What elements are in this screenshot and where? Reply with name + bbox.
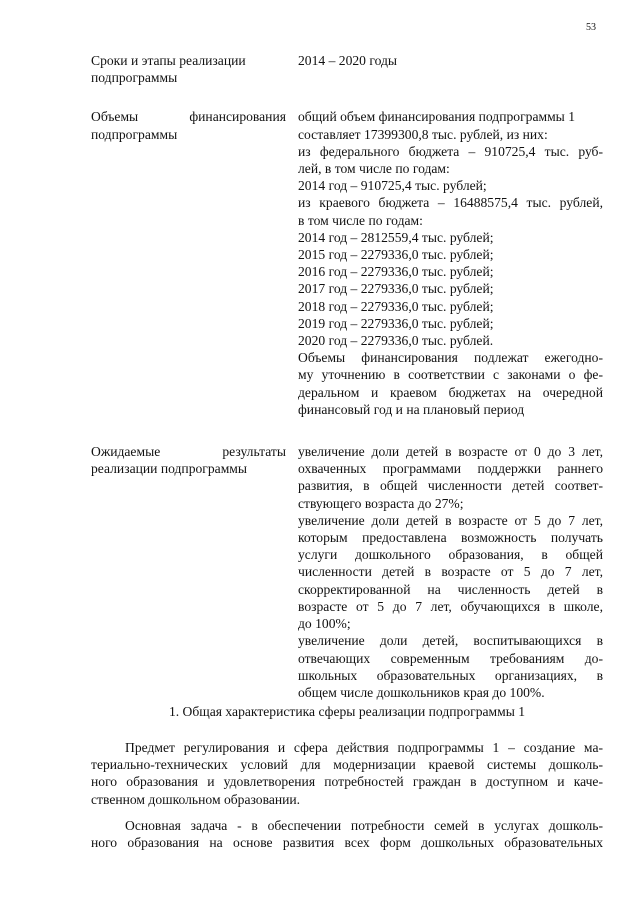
value-line: общий объем финансирования подпрограммы 1 [298,109,576,125]
page-number: 53 [586,22,596,33]
label-line: Объемы финансирования [91,109,286,125]
label-line: подпрограммы [91,126,178,142]
row-value-results [298,443,603,701]
value-line: увеличение доли детей, воспитывающихся в [298,633,603,649]
value-line: из федерального бюджета – 910725,4 тыс. руб- [298,143,603,159]
value-line: охваченных программами поддержки раннего [298,461,603,477]
paragraph-line: териально-технических условий для модернизации краевой системы дошколь- [91,757,603,773]
passport-row-funding [91,108,603,418]
row-value-timing [298,52,603,86]
body-text [91,739,603,851]
value-line: 2018 год – 2279336,0 тыс. рублей; [298,298,494,314]
value-line: в том числе по годам: [298,212,423,228]
value-line: из краевого бюджета – 16488575,4 тыс. рублей, [298,195,603,211]
paragraph-line: ственном дошкольном образовании. [91,791,301,807]
value-line: 2014 год – 2812559,4 тыс. рублей; [298,229,494,245]
row-label-results [91,443,286,701]
section-heading: 1. Общая характеристика сферы реализации подпрограммы 1 [168,704,526,719]
label-line: реализации подпрограммы [91,461,248,477]
value-line: 2015 год – 2279336,0 тыс. рублей; [298,247,494,263]
value-line: 2014 – 2020 годы [298,53,398,68]
value-line: 2017 год – 2279336,0 тыс. рублей; [298,281,494,297]
passport-row-results [91,443,603,701]
value-line: 2019 год – 2279336,0 тыс. рублей; [298,315,494,331]
row-label-funding [91,108,286,418]
paragraph-line: Предмет регулирования и сфера действия подпрограммы 1 – создание ма- [125,740,603,755]
paragraph [91,739,603,808]
value-line: финансовый год и на плановый период [298,401,525,417]
value-line: услуги дошкольного образования, в общей [298,547,603,563]
passport-row-timing [91,52,603,86]
value-line: которым предоставлена возможность получать [298,530,603,546]
value-line: увеличение доли детей в возрасте от 5 до 7 лет, [298,512,603,528]
value-line: лей, в том числе по годам: [298,161,450,177]
value-line: скорректированной на численность детей в [298,581,603,597]
paragraph-line: Основная задача - в обеспечении потребности семей в услугах дошколь- [125,817,603,833]
subprogram-passport-table [91,52,603,701]
value-line: возрасте от 5 до 7 лет, обучающихся в школе, [298,598,603,614]
paragraph [91,817,603,851]
value-line: Объемы финансирования подлежат ежегодно- [298,350,603,366]
value-line: 2020 год – 2279336,0 тыс. рублей. [298,333,494,349]
value-line: деральном и краевом бюджетах на очередной [298,384,603,400]
value-line: отвечающих современным требованиям до- [298,650,603,666]
value-line: численности детей в возрасте от 5 до 7 лет, [298,564,603,580]
value-line: му уточнению в соответствии с законами о фе- [298,367,603,383]
value-line: школьных образовательных организациях, в [298,667,603,683]
value-line: 2016 год – 2279336,0 тыс. рублей; [298,264,494,280]
value-line: составляет 17399300,8 тыс. рублей, из них: [298,126,548,142]
value-line: ствующего возраста до 27%; [298,495,464,511]
paragraph-line: ного образования и удовлетворения потребностей граждан в доступном и каче- [91,774,603,790]
label-line: подпрограммы [91,70,178,86]
row-value-funding [298,108,603,418]
label-line: Сроки и этапы реализации [91,53,246,68]
value-line: развития, в общей численности детей соответ- [298,478,603,494]
value-line: увеличение доли детей в возрасте от 0 до 3 лет, [298,444,603,460]
paragraph-line: ного образования на основе развития всех форм дошкольных образовательных [91,835,603,851]
label-line: Ожидаемые результаты [91,444,286,460]
value-line: общем числе дошкольников края до 100%. [298,684,545,700]
row-label-timing [91,52,286,86]
value-line: 2014 год – 910725,4 тыс. рублей; [298,178,487,194]
value-line: до 100%; [298,616,351,632]
